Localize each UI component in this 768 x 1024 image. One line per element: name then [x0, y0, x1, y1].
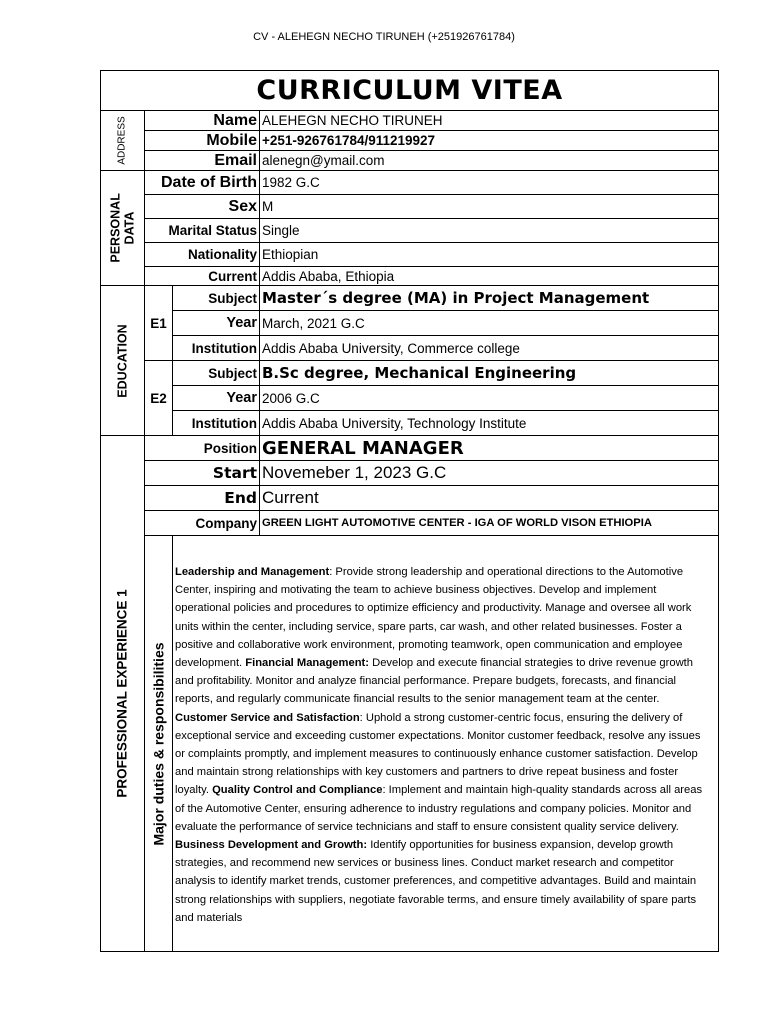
section-professional-experience	[100, 435, 145, 952]
e1-subject-value: Master´s degree (MA) in Project Management	[259, 285, 719, 311]
current-value: Addis Ababa, Ethiopia	[259, 266, 719, 286]
e2-year-value: 2006 G.C	[259, 385, 719, 411]
name-label: Name	[144, 110, 260, 131]
e2-institution-label: Institution	[172, 410, 260, 436]
education-id-e1: E1	[144, 285, 173, 361]
sex-value: M	[259, 194, 719, 219]
duty-heading-business-development: Business Development and Growth:	[175, 839, 368, 852]
position-label: Position	[144, 435, 260, 461]
duty-text-customer-service: : Uphold a strong customer-centric focus, ensuring the delivery of exceptional service and exceeding customer expectations. Monitor customer feedback, resolve any issues or complaints promptly, and implement measures to continuously enhance customer satisfaction. Develop and maintain strong relationships with key customers and partners to drive repeat business and foster loyalty.	[175, 711, 701, 797]
nationality-value: Ethiopian	[259, 242, 719, 267]
duty-heading-financial: Financial Management:	[245, 657, 369, 670]
section-duties-label: Major duties & responsibilities	[150, 641, 167, 846]
page-header: CV - ALEHEGN NECHO TIRUNEH (+251926761784)	[253, 31, 515, 43]
section-education-label: EDUCATION	[115, 323, 130, 398]
dob-label: Date of Birth	[144, 170, 260, 195]
end-label: End	[144, 485, 260, 511]
start-label: Start	[144, 460, 260, 486]
duty-heading-quality: Quality Control and Compliance	[212, 784, 383, 797]
company-label: Company	[144, 510, 260, 536]
duty-text-leadership: : Provide strong leadership and operational directions to the Automotive Center, inspiring and motivating the team to achieve business objectives. Develop and implement operational policies and procedures to optimize efficiency and productivity. Manage and oversee all work units within the center, including service, spare parts, car wash, and other related businesses. Foster a positive and collaborative work environment, promoting teamwork, open communication and employee development.	[175, 566, 692, 670]
section-education	[100, 285, 145, 436]
mobile-value: +251-926761784/911219927	[259, 130, 719, 151]
marital-status-value: Single	[259, 218, 719, 243]
section-address	[100, 110, 145, 171]
section-experience-label: PROFESSIONAL EXPERIENCE 1	[115, 589, 130, 798]
end-value: Current	[259, 485, 719, 511]
company-value: GREEN LIGHT AUTOMOTIVE CENTER - IGA OF WORLD VISON ETHIOPIA	[259, 510, 719, 536]
e2-subject-value: B.Sc degree, Mechanical Engineering	[259, 360, 719, 386]
name-value: ALEHEGN NECHO TIRUNEH	[259, 110, 719, 131]
e1-year-label: Year	[172, 310, 260, 336]
mobile-label: Mobile	[144, 130, 260, 151]
section-address-label: ADDRESS	[117, 116, 129, 165]
duty-text-financial: Develop and execute financial strategies to drive revenue growth and profitability. Monitor and analyze financial performance. Prepare budgets, forecasts, and financial reports, and regularly communicate financial results to the senior management team at the center.	[175, 657, 694, 706]
e1-subject-label: Subject	[172, 285, 260, 311]
document-title: CURRICULUM VITEA	[100, 70, 719, 110]
start-value: Novemeber 1, 2023 G.C	[259, 460, 719, 486]
position-value: GENERAL MANAGER	[259, 435, 719, 461]
education-id-e2: E2	[144, 360, 173, 436]
duty-heading-customer-service: Customer Service and Satisfaction	[175, 711, 360, 724]
e2-year-label: Year	[172, 385, 260, 411]
section-major-duties	[144, 535, 173, 952]
e1-year-value: March, 2021 G.C	[259, 310, 719, 336]
email-label: Email	[144, 150, 260, 171]
current-label: Current	[144, 266, 260, 286]
section-personal-data	[100, 170, 145, 286]
e2-institution-value: Addis Ababa University, Technology Institute	[259, 410, 719, 436]
section-personal-label: PERSONAL DATA	[108, 193, 137, 263]
duty-text-quality: : Implement and maintain high-quality standards across all areas of the Automotive Center, ensuring adherence to industry regulations and company policies. Monitor and evaluate the performance of service technicians and staff to ensure consistent quality service delivery.	[175, 784, 703, 833]
duty-text-business-development: Identify opportunities for business expansion, develop growth strategies, and recommend new services or business lines. Conduct market research and competitor analysis to identify market trends, customer preferences, and competitive advantages. Build and maintain strong relationships with suppliers, negotiate favorable terms, and ensure timely availability of spare parts and materials	[175, 839, 697, 924]
dob-value: 1982 G.C	[259, 170, 719, 195]
e2-subject-label: Subject	[172, 360, 260, 386]
duty-heading-leadership: Leadership and Management	[175, 566, 330, 578]
e1-institution-value: Addis Ababa University, Commerce college	[259, 335, 719, 361]
duties-text	[173, 563, 718, 927]
sex-label: Sex	[144, 194, 260, 219]
nationality-label: Nationality	[144, 242, 260, 267]
e1-institution-label: Institution	[172, 335, 260, 361]
marital-status-label: Marital Status	[144, 218, 260, 243]
duties-box	[172, 535, 719, 952]
email-value: alenegn@ymail.com	[259, 150, 719, 171]
